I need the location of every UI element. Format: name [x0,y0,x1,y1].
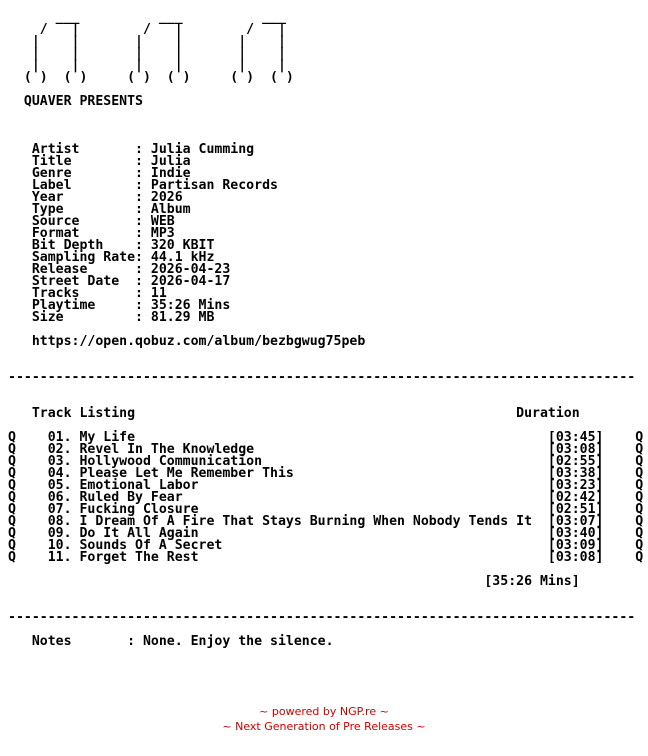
logo-art-line: / | / | / | [8,22,286,37]
track-row: Q 08. I Dream Of A Fire That Stays Burning When Nobody Tends It [03:07] Q [8,514,644,529]
footer-tagline: ~ Next Generation of Pre Releases ~ [222,720,426,733]
info-row-label: Label : Partisan Records [8,178,278,193]
logo-art-line: ___ ___ ___ [8,10,286,25]
album-url: https://open.qobuz.com/album/bezbgwug75peb [8,334,366,349]
track-row: Q 02. Revel In The Knowledge [03:08] Q [8,442,644,457]
info-row-source: Source : WEB [8,214,175,229]
nfo-text [8,12,643,648]
divider: ------------------------------------------------------------------------------- [8,610,636,625]
track-row: Q 03. Hollywood Communication [02:55] Q [8,454,644,469]
info-row-sampling-rate: Sampling Rate: 44.1 kHz [8,250,215,265]
info-row-bit-depth: Bit Depth : 320 KBIT [8,238,215,253]
track-row: Q 10. Sounds Of A Secret [03:09] Q [8,538,644,553]
track-row: Q 05. Emotional Labor [03:23] Q [8,478,644,493]
track-row: Q 07. Fucking Closure [02:51] Q [8,502,644,517]
blank-line [8,384,643,396]
track-listing-header: Track Listing Duration [8,406,580,421]
info-row-type: Type : Album [8,202,191,217]
track-row: Q 04. Please Let Me Remember This [03:38] Q [8,466,644,481]
total-playtime: [35:26 Mins] [8,574,580,589]
logo-art-line: | | | | | | [8,58,286,73]
blank-line [8,120,643,132]
blank-line [8,348,643,360]
info-row-playtime: Playtime : 35:26 Mins [8,298,231,313]
track-row: Q 09. Do It All Again [03:40] Q [8,526,644,541]
blank-line [8,108,643,120]
blank-line [8,588,643,600]
track-row: Q 11. Forget The Rest [03:08] Q [8,550,644,565]
info-row-street-date: Street Date : 2026-04-17 [8,274,231,289]
info-row-format: Format : MP3 [8,226,175,241]
info-row-tracks: Tracks : 11 [8,286,167,301]
logo-art-line: | | | | | | [8,34,286,49]
notes-row: Notes : None. Enjoy the silence. [8,634,334,649]
footer-powered-by: ~ powered by NGP.re ~ [259,705,389,718]
info-row-size: Size : 81.29 MB [8,310,215,325]
info-row-genre: Genre : Indie [8,166,191,181]
logo-art-line: | | | | | | [8,46,286,61]
info-row-year: Year : 2026 [8,190,183,205]
divider: ------------------------------------------------------------------------------- [8,370,636,385]
track-row: Q 06. Ruled By Fear [02:42] Q [8,490,644,505]
presents-line: QUAVER PRESENTS [8,94,143,109]
info-row-release: Release : 2026-04-23 [8,262,231,277]
track-row: Q 01. My Life [03:45] Q [8,430,644,445]
logo-art-line: ( ) ( ) ( ) ( ) ( ) ( ) [8,70,294,85]
info-row-artist: Artist : Julia Cumming [8,142,255,157]
info-row-title: Title : Julia [8,154,191,169]
